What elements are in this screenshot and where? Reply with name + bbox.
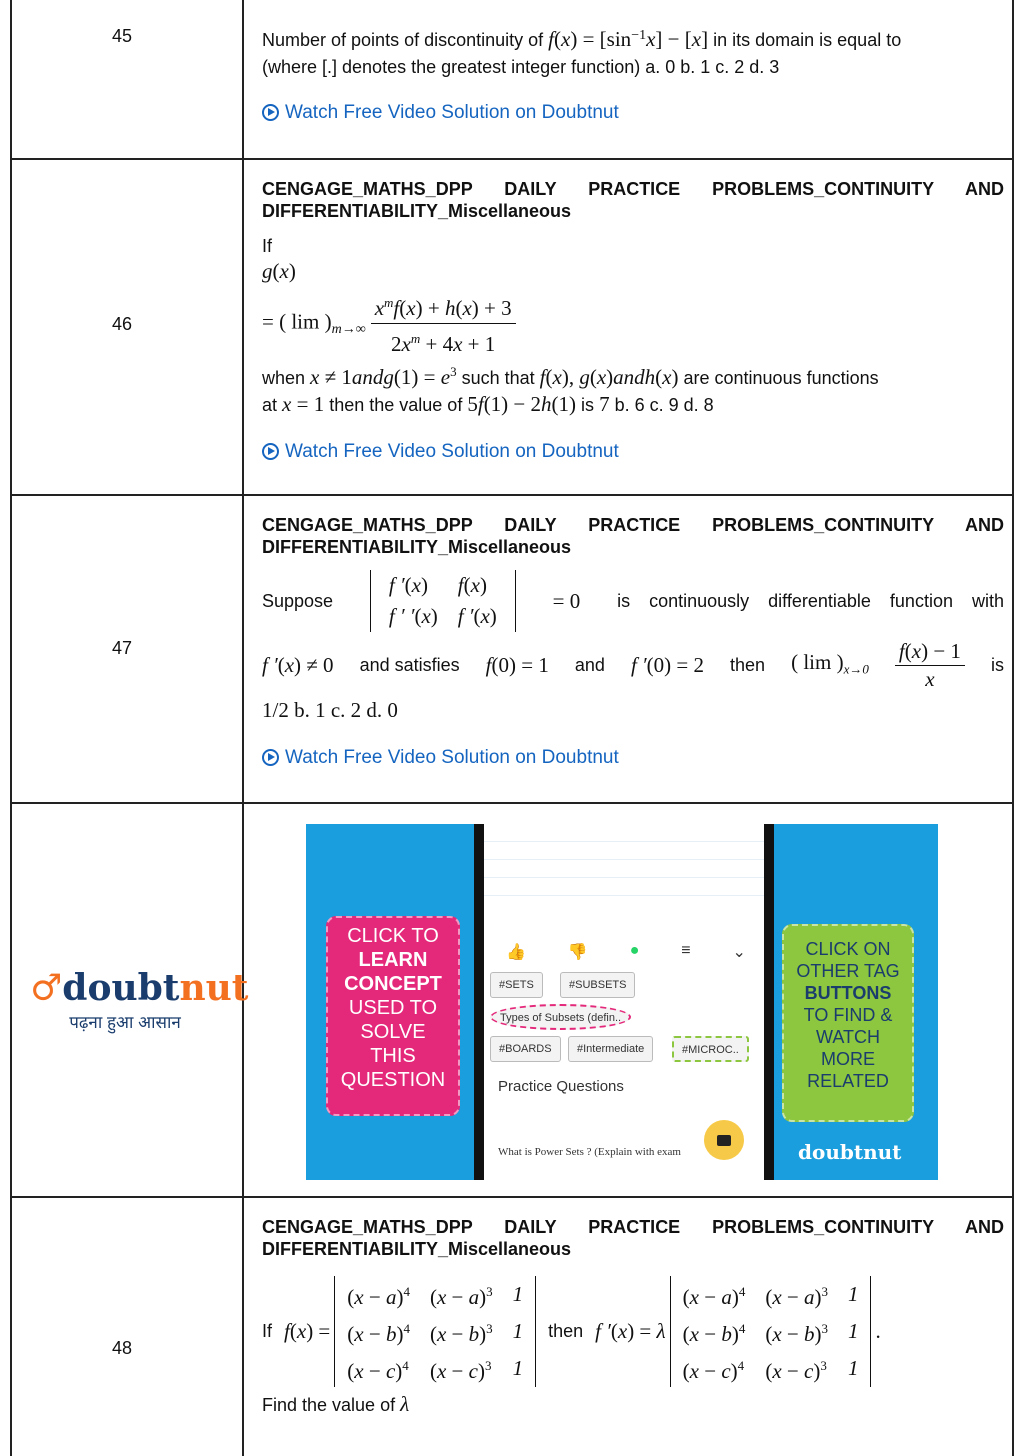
question-number: 45 (111, 26, 133, 46)
tag-boards[interactable]: #BOARDS (490, 1036, 561, 1062)
column-divider (242, 0, 244, 158)
question-text: Number of points of discontinuity of $f(x) = [\sin^{-1}x] - [x]$ in its domain is equal to (262, 27, 902, 51)
logo-mark-icon: ♂ (30, 967, 63, 1009)
whatsapp-icon[interactable]: ● (629, 942, 640, 959)
question-number: 46 (111, 314, 133, 334)
determinant: f ′(x) f(x) f ′ ′(x) f ′(x) (370, 570, 516, 632)
learn-concept-button[interactable]: CLICK TO LEARN CONCEPT USED TO SOLVE THIS QUESTION (326, 916, 460, 1116)
phone-mockup (474, 824, 774, 1180)
chevron-down-icon[interactable]: ⌄ (732, 944, 746, 961)
question-number: 47 (111, 638, 133, 658)
playlist-add-icon[interactable]: ≡ (681, 942, 691, 959)
question-options: (where [.] denotes the greatest integer function) a. 0 b. 1 c. 2 d. 3 (262, 57, 780, 77)
tag-subsets[interactable]: #SUBSETS (560, 972, 635, 998)
question-row-46 (10, 160, 1014, 496)
promo-banner[interactable] (306, 824, 938, 1180)
section-heading: CENGAGE_MATHS_DPP DAILY PRACTICE PROBLEMS_CONTINUITY AND DIFFERENTIABILITY_Miscellaneous (262, 515, 1004, 557)
practice-questions-heading: Practice Questions (498, 1078, 624, 1095)
watch-video-link[interactable]: Watch Free Video Solution on Doubtnut (262, 744, 1004, 771)
camera-icon (717, 1135, 731, 1146)
question-content: CENGAGE_MATHS_DPP DAILY PRACTICE PROBLEMS_CONTINUITY AND DIFFERENTIABILITY_Miscellaneous If g(x) = ( $\lim )_{m\to\infty}$ $\frac{x^mf(x) + h(x) + 3}{2x^m + 4x + 1}$ when x ≠ 1andg(1) = $e^3$ such that f(x), g(x)andh(x) are continuous functions at x = 1 then the value of 5f(1) − 2h(1) is 7 b. 6 c. 9 d. 8 Watch Free Video Solution on Doubtnut (262, 178, 1004, 465)
tag-intermediate[interactable]: #Intermediate (568, 1036, 653, 1062)
play-icon (262, 104, 279, 121)
column-divider (242, 496, 244, 802)
determinant: $(x - a)^4$ $(x - a)^3$ 1 $(x - b)^4$ $(x - b)^3$ 1 $(x - c)^4$ $(x - c)^3$ 1 (334, 1276, 536, 1387)
watch-video-link[interactable]: Watch Free Video Solution on Doubtnut (262, 99, 1004, 126)
question-content: CENGAGE_MATHS_DPP DAILY PRACTICE PROBLEMS_CONTINUITY AND DIFFERENTIABILITY_Miscellaneous If f(x) = $(x - a)^4$ $(x - a)^3$ 1 $(x - b)^4$ $(x - b)^3$ 1 $(x - c)^4$ $(x - c)^3$ 1 then f ′(x) = λ $(x - a)^4$ $(x - a)^3$ 1 $(x - b)^4$ $(x - b)^3$ 1 $(x - c)^4$ $(x - c)^3$ 1 . Find the value of λ (262, 1217, 1004, 1416)
notebook-sketch (484, 824, 764, 904)
limit-expression: = ( $\lim )_{m\to\infty}$ $\frac{x^mf(x) + h(x) + 3}{2x^m + 4x + 1}$ (262, 288, 1004, 359)
question-row-48 (10, 1196, 1014, 1456)
section-heading: CENGAGE_MATHS_DPP DAILY PRACTICE PROBLEMS_CONTINUITY AND DIFFERENTIABILITY_Miscellaneous (262, 179, 1004, 221)
watch-video-link[interactable]: Watch Free Video Solution on Doubtnut (262, 438, 1004, 465)
banner-brand: doubtnut (798, 1140, 902, 1164)
question-content (262, 22, 1004, 126)
column-divider (242, 160, 244, 494)
question-number: 48 (111, 1338, 133, 1358)
doubtnut-logo[interactable]: ♂doubtnut पढ़ना हुआ आसान (30, 967, 249, 1032)
play-icon (262, 443, 279, 460)
question-snippet[interactable]: What is Power Sets ? (Explain with exam (498, 1146, 681, 1158)
tag-types-of-subsets[interactable]: Types of Subsets (defin.. (490, 1004, 631, 1030)
like-icon[interactable]: 👍 (506, 944, 526, 961)
camera-button[interactable] (704, 1120, 744, 1160)
column-divider (242, 1196, 244, 1456)
tag-sets[interactable]: #SETS (490, 972, 543, 998)
related-tags-button[interactable]: CLICK ON OTHER TAG BUTTONS TO FIND & WATCH MORE RELATED (782, 924, 914, 1122)
action-icons (506, 942, 746, 962)
section-heading: CENGAGE_MATHS_DPP DAILY PRACTICE PROBLEMS_CONTINUITY AND DIFFERENTIABILITY_Miscellaneous (262, 1217, 1004, 1259)
question-content: CENGAGE_MATHS_DPP DAILY PRACTICE PROBLEMS_CONTINUITY AND DIFFERENTIABILITY_Miscellaneous Suppose f ′(x) f(x) f ′ ′(x) f ′(x) = 0 is continuously differentiable function with f ′(x) ≠ 0 and satisfies f(0) = 1 and f ′(0) = 2 then ( $\lim )_{x\to 0}$ $\frac{f(x) - 1}{x}$ is 1/2 b. 1 c. 2 d. 0 Watch Free Video Solution on Doubtnut (262, 514, 1004, 771)
question-row-47 (10, 496, 1014, 804)
question-row-45 (10, 0, 1014, 160)
determinant: $(x - a)^4$ $(x - a)^3$ 1 $(x - b)^4$ $(x - b)^3$ 1 $(x - c)^4$ $(x - c)^3$ 1 (670, 1276, 872, 1387)
tag-microc[interactable]: #MICROC.. (672, 1036, 749, 1062)
logo-tagline: पढ़ना हुआ आसान (69, 1013, 181, 1032)
play-icon (262, 749, 279, 766)
dislike-icon[interactable]: 👎 (567, 944, 588, 961)
